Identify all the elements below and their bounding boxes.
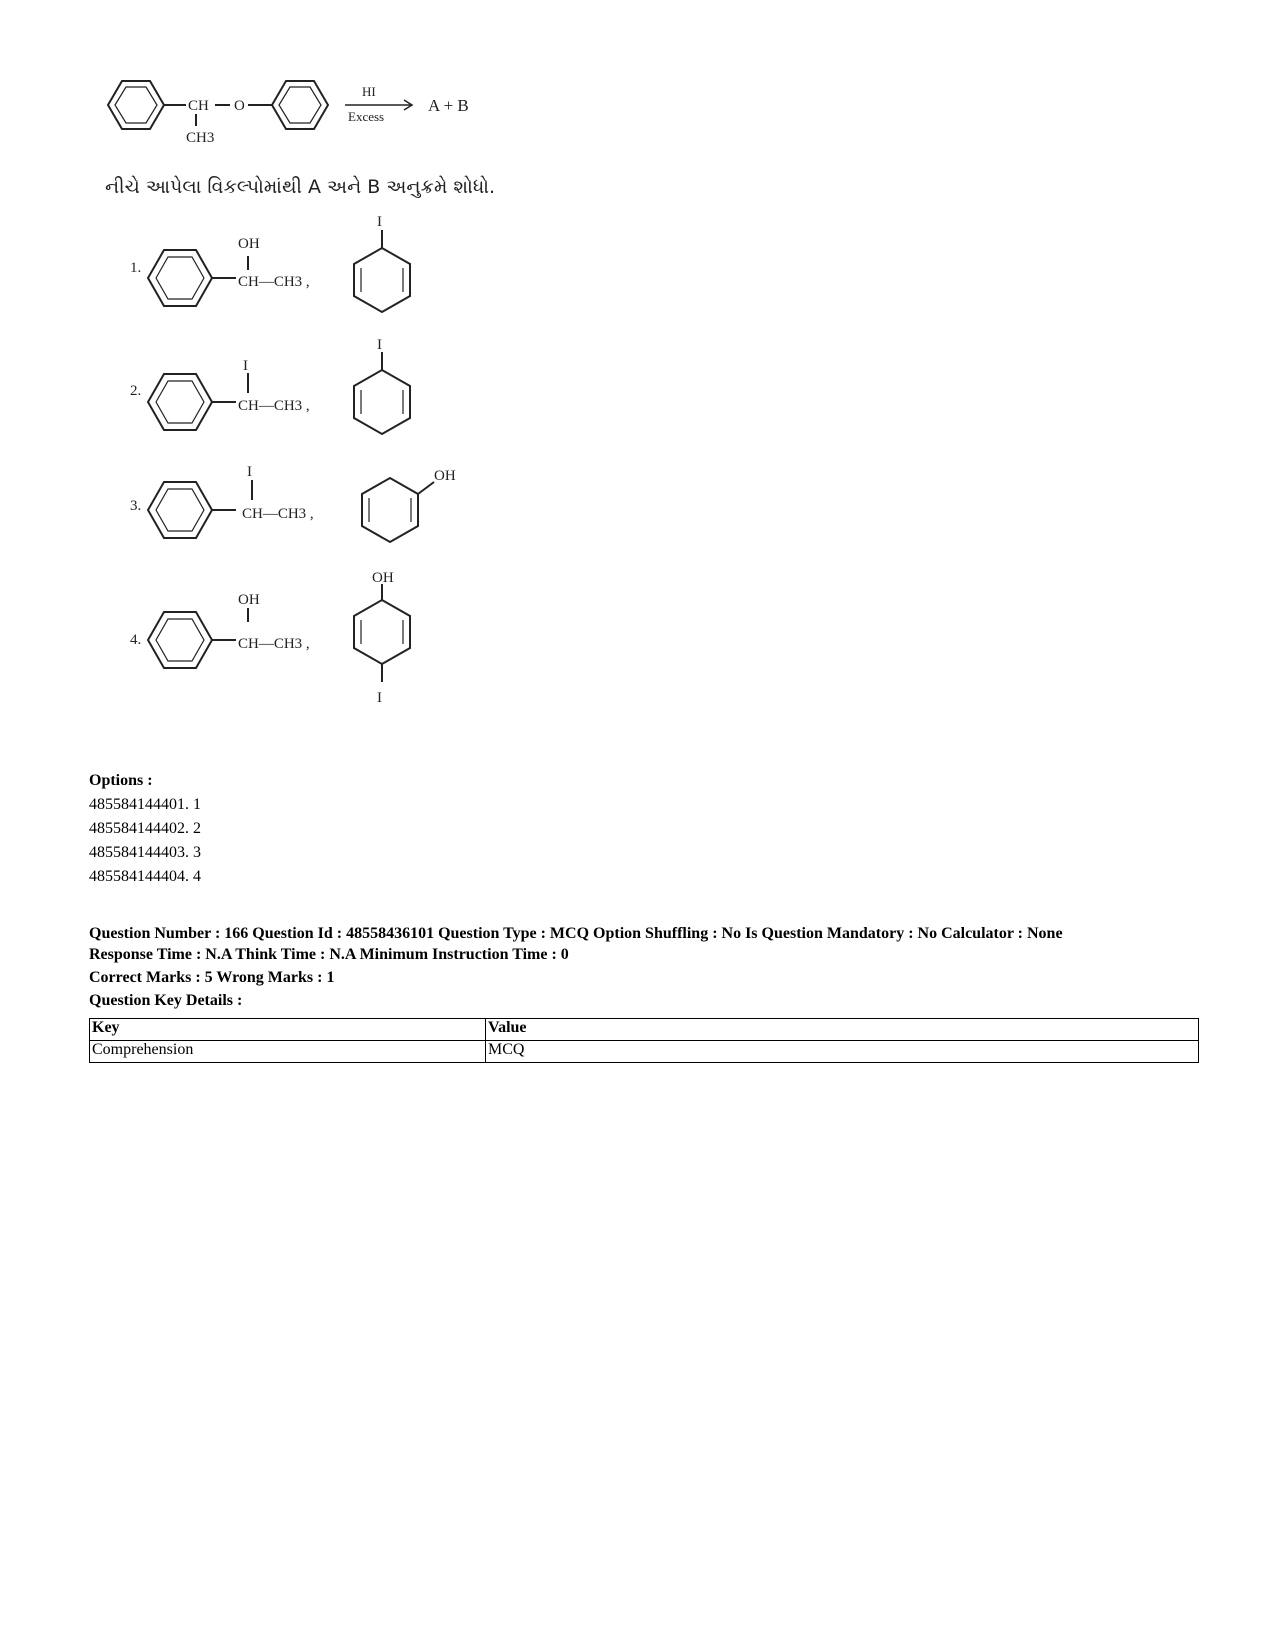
options-label: Options : xyxy=(89,772,153,789)
table-header-value: Value xyxy=(486,1019,1199,1041)
choice-1-number: 1. xyxy=(130,260,142,276)
option-item-1: 485584144401. 1 xyxy=(89,796,201,813)
choice-1-group: CH—CH3 , xyxy=(238,274,310,290)
question-meta-line-2: Response Time : N.A Think Time : N.A Minimum Instruction Time : 0 xyxy=(89,946,569,963)
choice-3-substituent: I xyxy=(247,464,252,480)
reagent-top: HI xyxy=(362,84,376,99)
table-cell-key: Comprehension xyxy=(90,1041,486,1063)
option-item-2: 485584144402. 2 xyxy=(89,820,201,837)
choice-4-number: 4. xyxy=(130,632,142,648)
options-list xyxy=(89,769,201,889)
choice-1-ring-top: I xyxy=(377,214,382,230)
reaction-products: A + B xyxy=(428,96,469,115)
question-key-table xyxy=(89,1018,1199,1063)
choice-1-substituent: OH xyxy=(238,236,260,252)
table-header-row xyxy=(90,1019,1199,1041)
choice-3-ring-top: OH xyxy=(434,468,456,484)
choice-2-ring-top: I xyxy=(377,337,382,353)
marks-line: Correct Marks : 5 Wrong Marks : 1 xyxy=(89,969,335,986)
reaction-o-label: O xyxy=(234,98,245,114)
reaction-ch-label: CH xyxy=(188,98,209,114)
choice-4-group: CH—CH3 , xyxy=(238,636,310,652)
table-header-key: Key xyxy=(90,1019,486,1041)
choice-4-ring-bottom: I xyxy=(377,690,382,706)
choice-3-group: CH—CH3 , xyxy=(242,506,314,522)
option-item-4: 485584144404. 4 xyxy=(89,868,201,885)
chemistry-question-image xyxy=(100,70,500,740)
choice-2-number: 2. xyxy=(130,383,142,399)
question-meta-line-1: Question Number : 166 Question Id : 48558436101 Question Type : MCQ Option Shuffling : No Is Question Mandatory : No Calculator : None xyxy=(89,925,1063,942)
table-cell-value: MCQ xyxy=(486,1041,1199,1063)
reaction-ch3-label: CH3 xyxy=(186,130,215,146)
choice-3-number: 3. xyxy=(130,498,142,514)
instruction-gujarati: નીચે આપેલા વિકલ્પોમાંથી A અને B અનુક્રમે શોધો. xyxy=(105,176,496,198)
reagent-bottom: Excess xyxy=(348,109,385,124)
choice-2-substituent: I xyxy=(243,358,248,374)
table-row xyxy=(90,1041,1199,1063)
choice-4-substituent: OH xyxy=(238,592,260,608)
question-meta xyxy=(89,923,1199,1011)
option-item-3: 485584144403. 3 xyxy=(89,844,201,861)
key-details-label: Question Key Details : xyxy=(89,992,243,1009)
choice-4-ring-top: OH xyxy=(372,570,394,586)
choice-2-group: CH—CH3 , xyxy=(238,398,310,414)
